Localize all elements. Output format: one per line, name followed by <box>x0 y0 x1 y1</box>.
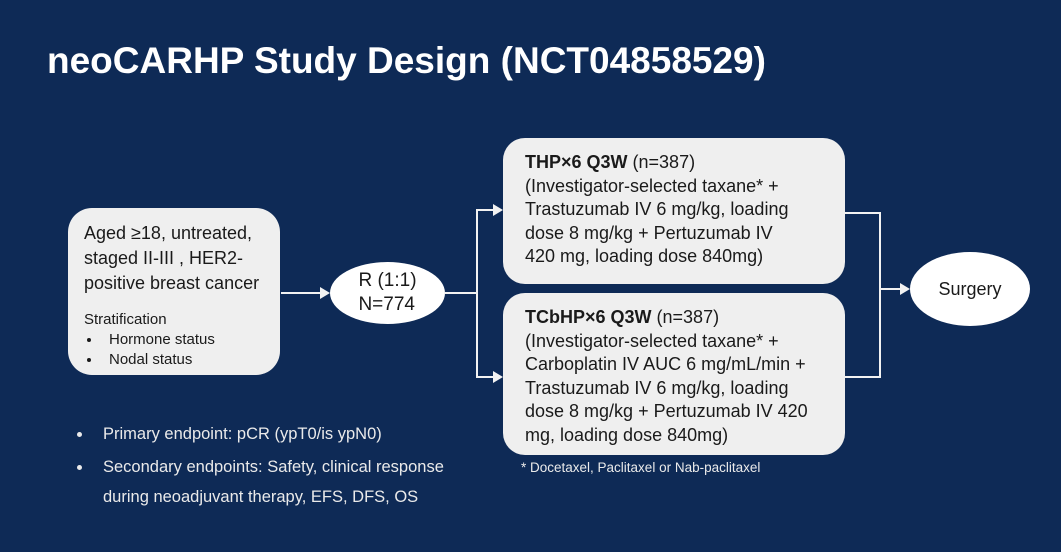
endpoint-item-primary <box>75 419 444 449</box>
eligibility-line: positive breast cancer <box>84 273 260 293</box>
connector-line <box>444 292 478 294</box>
connector-line <box>845 212 881 214</box>
randomization-ratio: R (1:1) <box>358 270 417 291</box>
bullet-dot-icon <box>77 465 82 470</box>
arm-thp-title <box>525 151 835 175</box>
arm-tcbhp-body-line: dose 8 mg/kg + Pertuzumab IV 420 <box>525 401 808 421</box>
endpoints-list <box>75 419 444 515</box>
arm-tcbhp-body-line: Carboplatin IV AUC 6 mg/mL/min + <box>525 354 806 374</box>
arm-thp-title-bold: THP×6 Q3W <box>525 152 628 172</box>
connector-line <box>845 376 881 378</box>
arm-thp-title-n: (n=387) <box>627 152 696 172</box>
surgery-oval <box>910 252 1030 326</box>
stratification-item <box>84 330 270 350</box>
arm-tcbhp-title-bold: TCbHP×6 Q3W <box>525 307 652 327</box>
randomization-text <box>358 269 416 317</box>
arrowhead-icon <box>320 287 330 299</box>
randomization-oval <box>330 262 445 324</box>
arrowhead-icon <box>493 204 503 216</box>
arm-thp-box <box>503 138 845 284</box>
surgery-label: Surgery <box>938 278 1002 299</box>
connector-line <box>476 209 494 211</box>
arm-thp-body-line: (Investigator-selected taxane* + <box>525 175 779 196</box>
arm-tcbhp-body-line: (Investigator-selected taxane* + <box>525 330 779 351</box>
stratification-item-label: Nodal status <box>109 351 193 368</box>
arm-thp-body-line: Trastuzumab IV 6 mg/kg, loading <box>525 199 789 219</box>
stratification-item-label: Hormone status <box>109 331 215 348</box>
arm-tcbhp-body-line: mg, loading dose 840mg) <box>525 424 729 445</box>
endpoint-line: Secondary endpoints: Safety, clinical response <box>103 458 444 476</box>
branch-line <box>476 209 478 378</box>
eligibility-line: staged II-III , HER2- <box>84 248 244 268</box>
arm-thp-body-line: dose 8 mg/kg + Pertuzumab IV <box>525 222 773 243</box>
arm-tcbhp-title-n: (n=387) <box>651 307 720 327</box>
stratification-label: Stratification <box>84 311 167 328</box>
connector-line <box>879 288 902 290</box>
page-title: neoCARHP Study Design (NCT04858529) <box>47 40 766 81</box>
eligibility-line: Aged ≥18, untreated, <box>84 223 253 243</box>
endpoint-item-secondary <box>75 452 444 512</box>
arrowhead-icon <box>493 371 503 383</box>
stratification-item <box>84 350 270 370</box>
taxane-footnote: * Docetaxel, Paclitaxel or Nab-paclitaxel <box>521 460 761 475</box>
arm-tcbhp-title <box>525 306 835 330</box>
randomization-n: N=774 <box>358 294 415 315</box>
bullet-dot-icon <box>87 338 91 342</box>
connector-line <box>476 376 494 378</box>
merge-line <box>879 212 881 378</box>
connector-line <box>281 292 321 294</box>
eligibility-box <box>68 208 280 375</box>
arrowhead-icon <box>900 283 910 295</box>
arm-tcbhp-box <box>503 293 845 455</box>
endpoint-line: during neoadjuvant therapy, EFS, DFS, OS <box>103 488 419 506</box>
endpoint-line: Primary endpoint: pCR (ypT0/is ypN0) <box>103 425 382 443</box>
bullet-dot-icon <box>77 432 82 437</box>
bullet-dot-icon <box>87 358 91 362</box>
arm-tcbhp-body-line: Trastuzumab IV 6 mg/kg, loading <box>525 377 789 398</box>
arm-thp-body-line: 420 mg, loading dose 840mg) <box>525 246 764 266</box>
